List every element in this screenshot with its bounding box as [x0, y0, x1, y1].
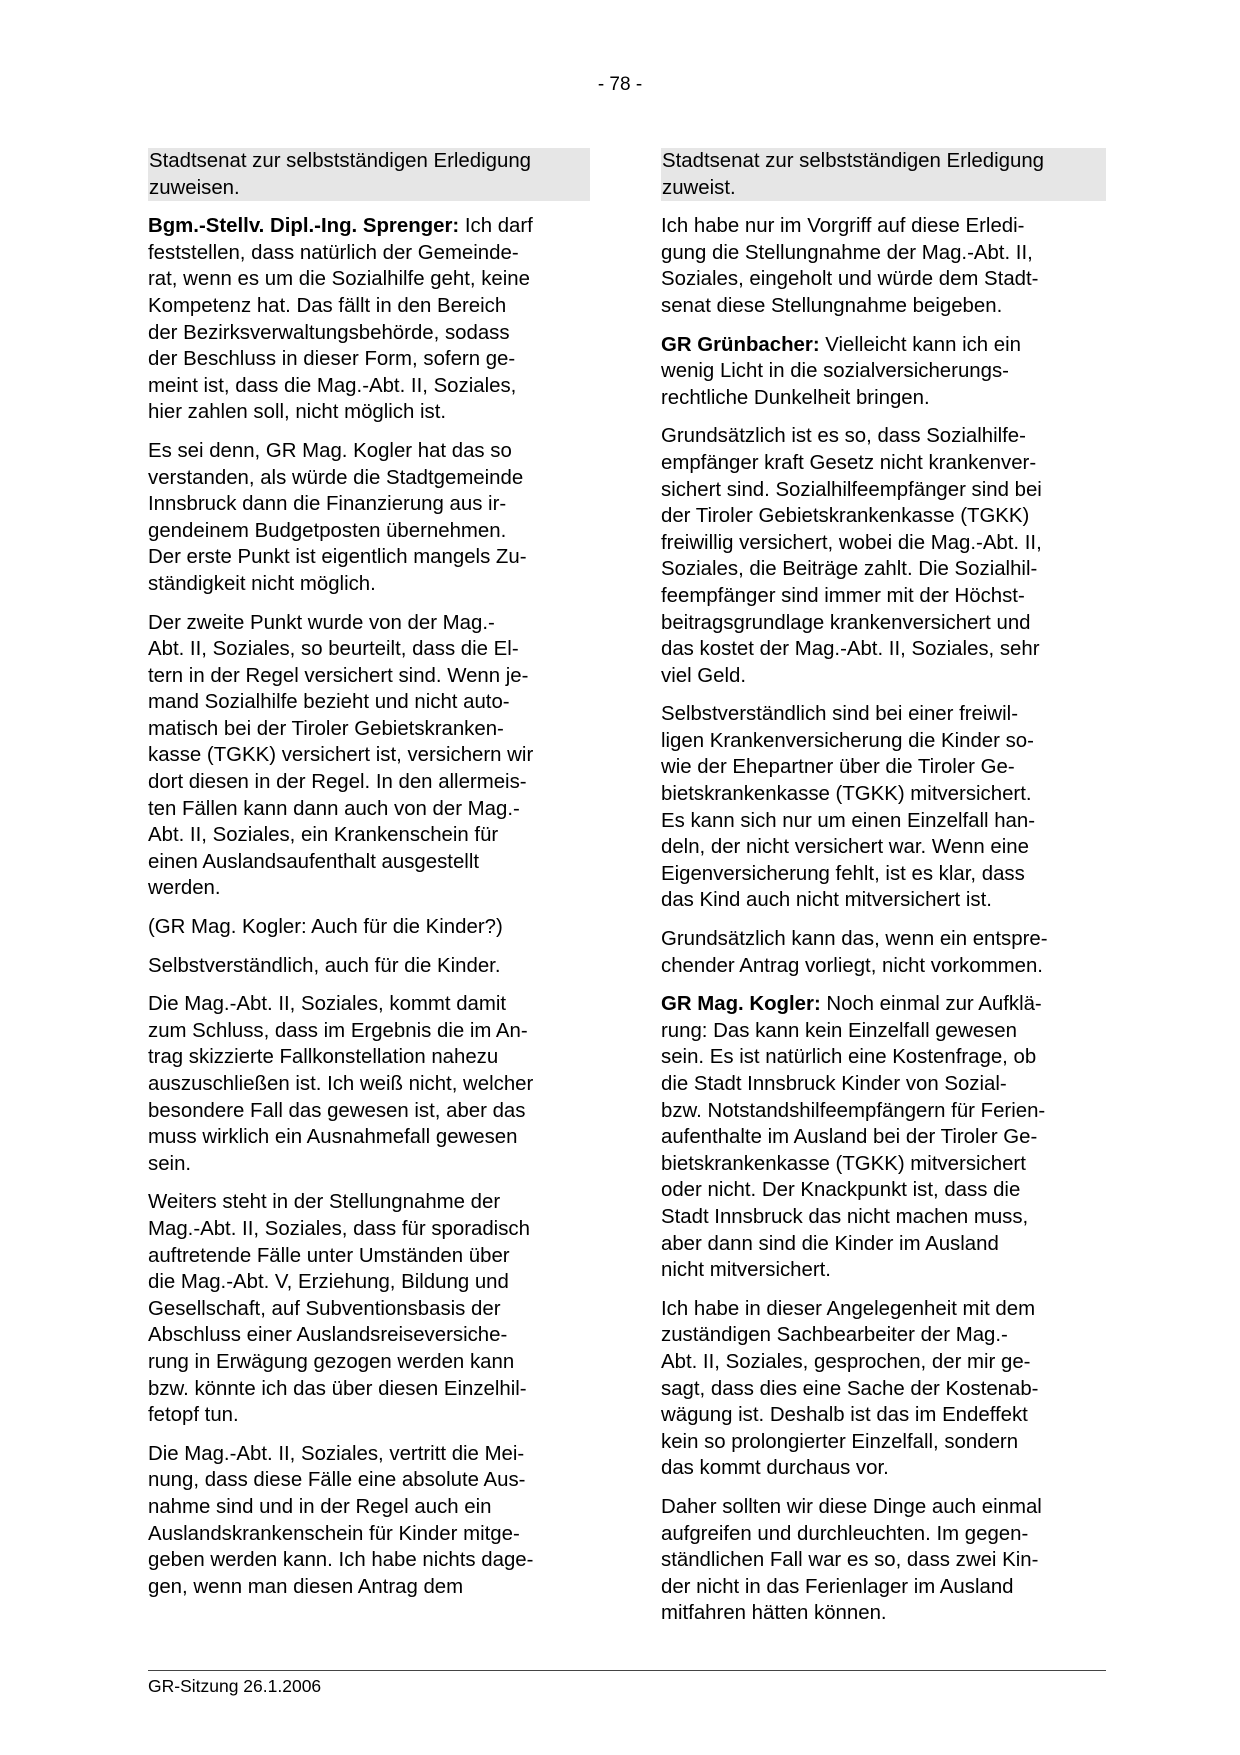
speaker-name: Bgm.-Stellv. Dipl.-Ing. Sprenger: — [148, 215, 460, 238]
speaker-name: GR Mag. Kogler: — [661, 993, 821, 1016]
paragraph — [148, 213, 590, 426]
paragraph: Ich habe nur im Vorgriff auf diese Erledi- gung die Stellungnahme der Mag.-Abt. II, Soziales, eingeholt und würde dem Stadt- senat diese Stellungnahme beigeben. — [661, 215, 1039, 317]
paragraph — [661, 991, 1106, 1284]
interjection: (GR Mag. Kogler: Auch für die Kinder?) — [148, 916, 503, 939]
paragraph: Selbstverständlich sind bei einer freiwil- ligen Krankenversicherung die Kinder so- wie der Ehepartner über die Tiroler Ge- bietskrankenkasse (TGKK) mitversichert. Es kann sich nur um einen Einzelfall han- deln, der nicht versichert war. Wenn eine Eigenversicherung fehlt, ist es klar, dass das Kind auch nicht mitversichert ist. — [661, 703, 1036, 912]
paragraph: Weiters steht in der Stellungnahme der Mag.-Abt. II, Soziales, dass für sporadisch auftretende Fälle unter Umständen über die Mag.-Abt. V, Erziehung, Bildung und Gesellschaft, auf Subventionsbasis der Abschluss einer Auslandsreiseversiche- rung in Erwägung gezogen werden kann bzw. könnte ich das über diesen Einzelhil- fetopf tun. — [148, 1191, 530, 1427]
paragraph: Daher sollten wir diese Dinge auch einmal aufgreifen und durchleuchten. Im gegen- ständlichen Fall war es so, dass zwei Kin- der nicht in das Ferienlager im Ausland mitfahren hätten können. — [661, 1495, 1042, 1625]
paragraph — [661, 332, 1106, 412]
paragraph: Grundsätzlich kann das, wenn ein entspre- chender Antrag vorliegt, nicht vorkommen. — [661, 928, 1048, 977]
paragraph: Die Mag.-Abt. II, Soziales, vertritt die Mei- nung, dass diese Fälle eine absolute Aus- nahme sind und in der Regel auch ein Auslandskrankenschein für Kinder mitge- geben werden kann. Ich habe nichts dage- gen, wenn man diesen Antrag dem — [148, 1442, 534, 1598]
speaker-name: GR Grünbacher: — [661, 333, 820, 356]
paragraph: Selbstverständlich, auch für die Kinder. — [148, 954, 501, 977]
right-column — [661, 148, 1106, 1639]
footer-divider — [148, 1670, 1106, 1671]
paragraph-text: Ich darf feststellen, dass natürlich der Gemeinde- rat, wenn es um die Sozialhilfe geht, keine Kompetenz hat. Das fällt in den Bereich der Bezirksverwaltungsbehörde, sodass der Beschluss in dieser Form, sofern ge- meint ist, dass die Mag.-Abt. II, Soziales, hier zahlen soll, nicht möglich ist. — [148, 215, 533, 424]
footer-text: GR-Sitzung 26.1.2006 — [148, 1676, 322, 1696]
page-number: - 78 - — [597, 74, 643, 95]
paragraph-text: Vielleicht kann ich ein wenig Licht in die sozialversicherungs- rechtliche Dunkelheit bringen. — [661, 333, 1022, 409]
highlighted-paragraph: Stadtsenat zur selbstständigen Erledigung zuweisen. — [148, 148, 590, 201]
paragraph: Die Mag.-Abt. II, Soziales, kommt damit zum Schluss, dass im Ergebnis die im An- trag skizzierte Fallkonstellation nahezu auszuschließen ist. Ich weiß nicht, welcher besondere Fall das gewesen ist, aber das muss wirklich ein Ausnahmefall gewesen sein. — [148, 993, 534, 1175]
paragraph: Ich habe in dieser Angelegenheit mit dem zuständigen Sachbearbeiter der Mag.- Abt. II, Soziales, gesprochen, der mir ge- sagt, dass dies eine Sache der Kostenab- wägung ist. Deshalb ist das im Endeffekt kein so prolongierter Einzelfall, sondern das kommt durchaus vor. — [661, 1297, 1039, 1480]
highlighted-paragraph: Stadtsenat zur selbstständigen Erledigung zuweist. — [661, 148, 1106, 201]
paragraph: Der zweite Punkt wurde von der Mag.- Abt. II, Soziales, so beurteilt, dass die El- tern in der Regel versichert sind. Wenn je- mand Sozialhilfe bezieht und nicht auto- matisch bei der Tiroler Gebietskranken- kasse (TGKK) versichert ist, versichern wir dort diesen in der Regel. In den allermeis- ten Fällen kann dann auch von der Mag.- Abt. II, Soziales, ein Krankenschein für einen Auslandsaufenthalt ausgestellt werden. — [148, 611, 534, 900]
paragraph: Es sei denn, GR Mag. Kogler hat das so verstanden, als würde die Stadtgemeinde Innsbruck dann die Finanzierung aus ir- gendeinem Budgetposten übernehmen. Der erste Punkt ist eigentlich mangels Zu- ständigkeit nicht möglich. — [148, 439, 527, 595]
left-column — [148, 148, 590, 1612]
paragraph: Grundsätzlich ist es so, dass Sozialhilfe- empfänger kraft Gesetz nicht krankenver- sichert sind. Sozialhilfeempfänger sind bei der Tiroler Gebietskrankenkasse (TGKK) freiwillig versichert, wobei die Mag.-Abt. II, Soziales, die Beiträge zahlt. Die Sozialhil- feempfänger sind immer mit der Höchst- beitragsgrundlage krankenversichert und das kostet der Mag.-Abt. II, Soziales, sehr viel Geld. — [661, 425, 1042, 687]
paragraph-text: Noch einmal zur Aufklä- rung: Das kann kein Einzelfall gewesen sein. Es ist natürlich eine Kostenfrage, ob die Stadt Innsbruck Kinder von Sozial- bzw. Notstandshilfeempfängern für Ferien- aufenthalte im Ausland bei der Tiroler Ge- bietskrankenkasse (TGKK) mitversichert oder nicht. Der Knackpunkt ist, dass die Stadt Innsbruck das nicht machen muss, aber dann sind die Kinder im Ausland nicht mitversichert. — [661, 993, 1046, 1282]
